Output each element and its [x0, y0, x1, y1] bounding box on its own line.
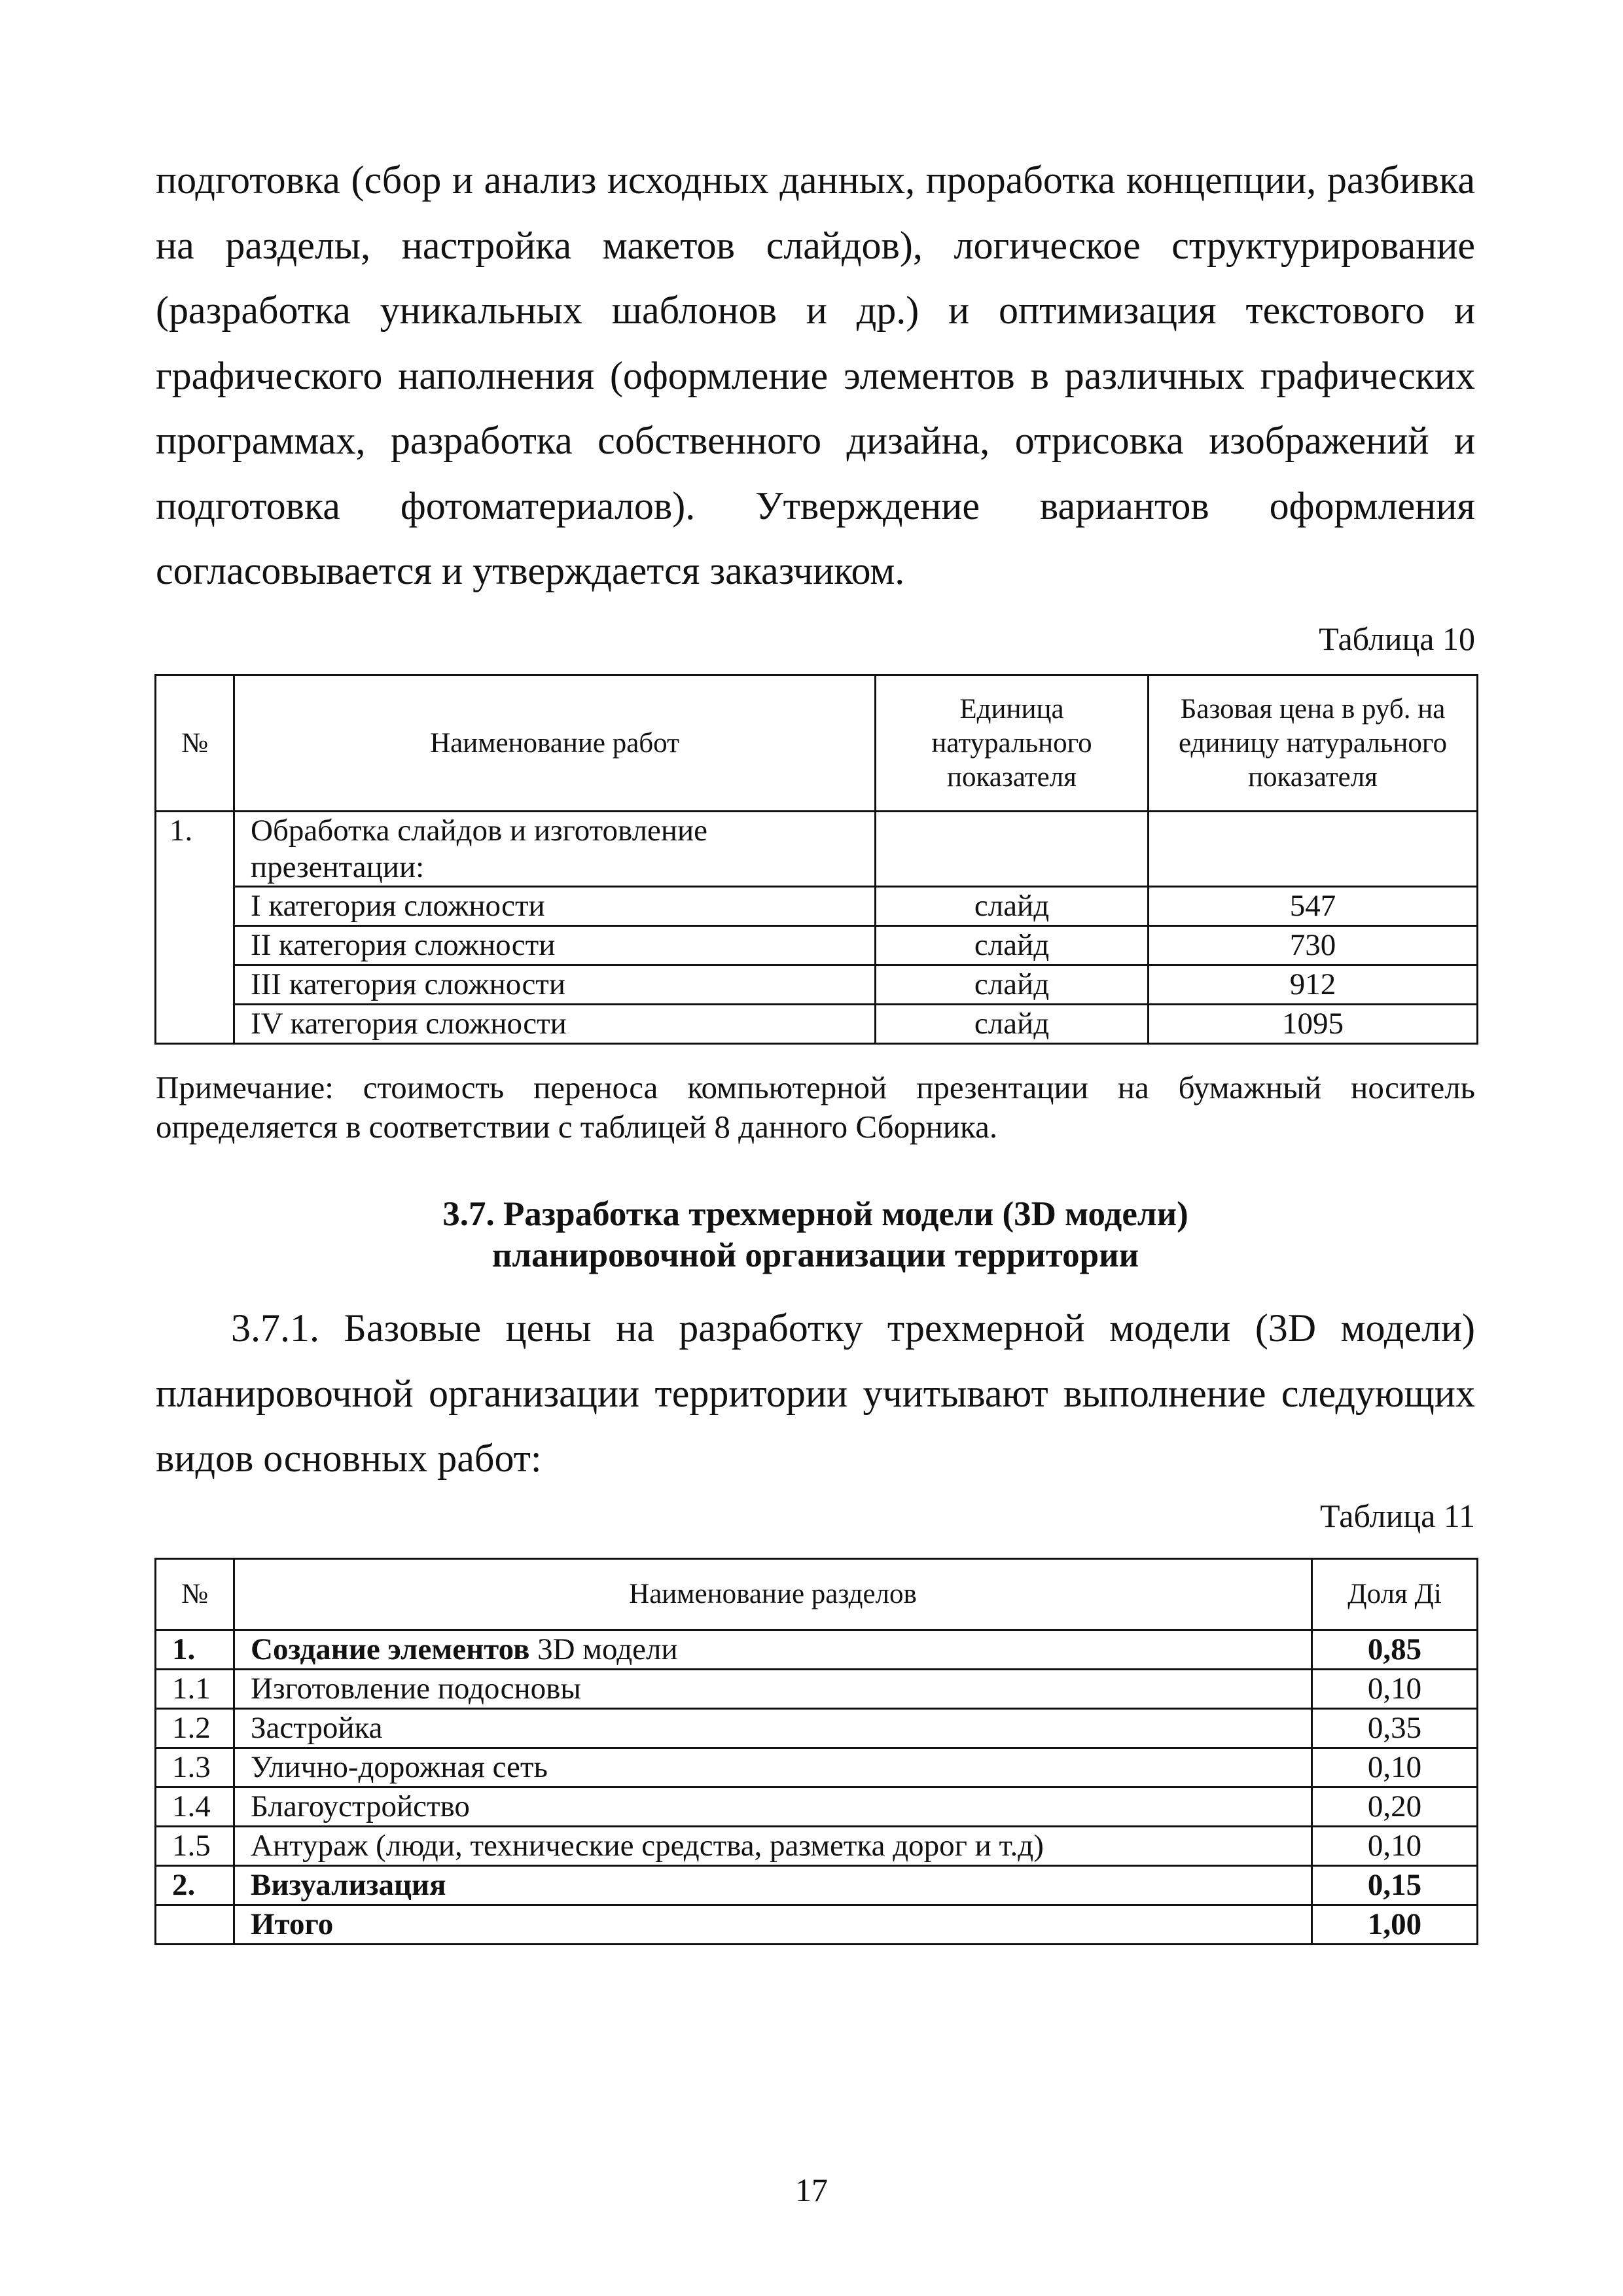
row-number: 1. [156, 1630, 234, 1670]
row-number: 1.3 [156, 1748, 234, 1787]
table-row [156, 1866, 1478, 1905]
table-row [156, 965, 1478, 1005]
unit-cell: слайд [876, 965, 1149, 1005]
section-name-text: Изготовление подосновы [251, 1672, 581, 1706]
unit-cell: слайд [876, 926, 1149, 965]
table-row [156, 887, 1478, 926]
empty-cell [876, 812, 1149, 887]
intro-paragraph: подготовка (сбор и анализ исходных данных, проработка концепции, разбивка на разделы, настройка макетов слайдов), логическое структурирование (разработка уникальных шаблонов и др.) и оптимизация текстового и графического наполнения (оформление элементов в различных графических программах, разработка собственного дизайна, отрисовка изображений и подготовка фотоматериалов). Утверждение вариантов оформления согласовывается и утверждается заказчиком. [156, 158, 1475, 592]
row-number: 1.1 [156, 1670, 234, 1709]
category-name: II категория сложности [234, 926, 876, 965]
unit-cell: слайд [876, 887, 1149, 926]
price-cell: 1095 [1149, 1005, 1478, 1044]
section-heading-line-2: планировочной организации территории [491, 1236, 1139, 1274]
share-value: 0,10 [1312, 1748, 1478, 1787]
price-cell: 547 [1149, 887, 1478, 926]
price-cell: 730 [1149, 926, 1478, 965]
table-row [156, 1630, 1478, 1670]
header-work-name: Наименование работ [234, 675, 876, 812]
section-name [234, 1905, 1312, 1945]
row-number: 2. [156, 1866, 234, 1905]
row-number: 1.5 [156, 1827, 234, 1866]
table-header-row [156, 675, 1478, 812]
section-paragraph: 3.7.1. Базовые цены на разработку трехмерной модели (3D модели) планировочной организации территории учитывают выполнение следующих видов основных работ: [156, 1306, 1475, 1480]
table-row [156, 1005, 1478, 1044]
table-10-note: Примечание: стоимость переноса компьютерной презентации на бумажный носитель определяется в соответствии с таблицей 8 данного Сборника. [156, 1069, 1475, 1145]
section-name [234, 1827, 1312, 1866]
section-name [234, 1787, 1312, 1827]
table-row [156, 812, 1478, 887]
section-name [234, 1866, 1312, 1905]
section-heading [156, 1194, 1475, 1276]
price-cell: 912 [1149, 965, 1478, 1005]
section-name [234, 1709, 1312, 1748]
row-number: 1. [156, 812, 234, 1044]
table-row [156, 1787, 1478, 1827]
share-value: 0,15 [1312, 1866, 1478, 1905]
section-name [234, 1630, 1312, 1670]
share-table-11 [154, 1558, 1478, 1945]
section-name-text: Улично-дорожная сеть [251, 1750, 548, 1784]
row-number [156, 1905, 234, 1945]
section-name-text: Антураж (люди, технические средства, разметка дорог и т.д) [251, 1829, 1044, 1863]
section-name [234, 1748, 1312, 1787]
table-row [156, 1905, 1478, 1945]
row-number: 1.4 [156, 1787, 234, 1827]
share-value: 0,20 [1312, 1787, 1478, 1827]
header-section-name: Наименование разделов [234, 1559, 1312, 1630]
section-heading-line-1: 3.7. Разработка трехмерной модели (3D модели) [442, 1195, 1188, 1233]
table-row [156, 1748, 1478, 1787]
table-row [156, 1827, 1478, 1866]
section-name-bold: Визуализация [251, 1868, 446, 1902]
empty-cell [1149, 812, 1478, 887]
header-base-price: Базовая цена в руб. на единицу натурального показателя [1149, 675, 1478, 812]
table-11-caption: Таблица 11 [1320, 1498, 1475, 1534]
section-name-text: 3D модели [529, 1632, 678, 1666]
section-name [234, 1670, 1312, 1709]
category-name: IV категория сложности [234, 1005, 876, 1044]
unit-cell: слайд [876, 1005, 1149, 1044]
table-10-caption: Таблица 10 [1319, 620, 1475, 657]
section-name-text: Благоустройство [251, 1789, 470, 1823]
section-name-text: Застройка [251, 1711, 383, 1745]
page-number: 17 [795, 2172, 828, 2208]
table-row [156, 1670, 1478, 1709]
header-share: Доля Дi [1312, 1559, 1478, 1630]
row-number: 1.2 [156, 1709, 234, 1748]
section-name-bold: Итого [251, 1907, 334, 1941]
share-value: 0,35 [1312, 1709, 1478, 1748]
category-name: I категория сложности [234, 887, 876, 926]
share-value: 0,10 [1312, 1670, 1478, 1709]
price-table-10 [154, 674, 1478, 1045]
header-no: № [156, 675, 234, 812]
group-title: Обработка слайдов и изготовление презентации: [234, 812, 876, 887]
share-value: 1,00 [1312, 1905, 1478, 1945]
share-value: 0,10 [1312, 1827, 1478, 1866]
table-header-row [156, 1559, 1478, 1630]
header-no: № [156, 1559, 234, 1630]
section-name-bold: Создание элементов [251, 1632, 530, 1666]
table-row [156, 1709, 1478, 1748]
share-value: 0,85 [1312, 1630, 1478, 1670]
table-row [156, 926, 1478, 965]
header-unit: Единица натурального показателя [876, 675, 1149, 812]
category-name: III категория сложности [234, 965, 876, 1005]
